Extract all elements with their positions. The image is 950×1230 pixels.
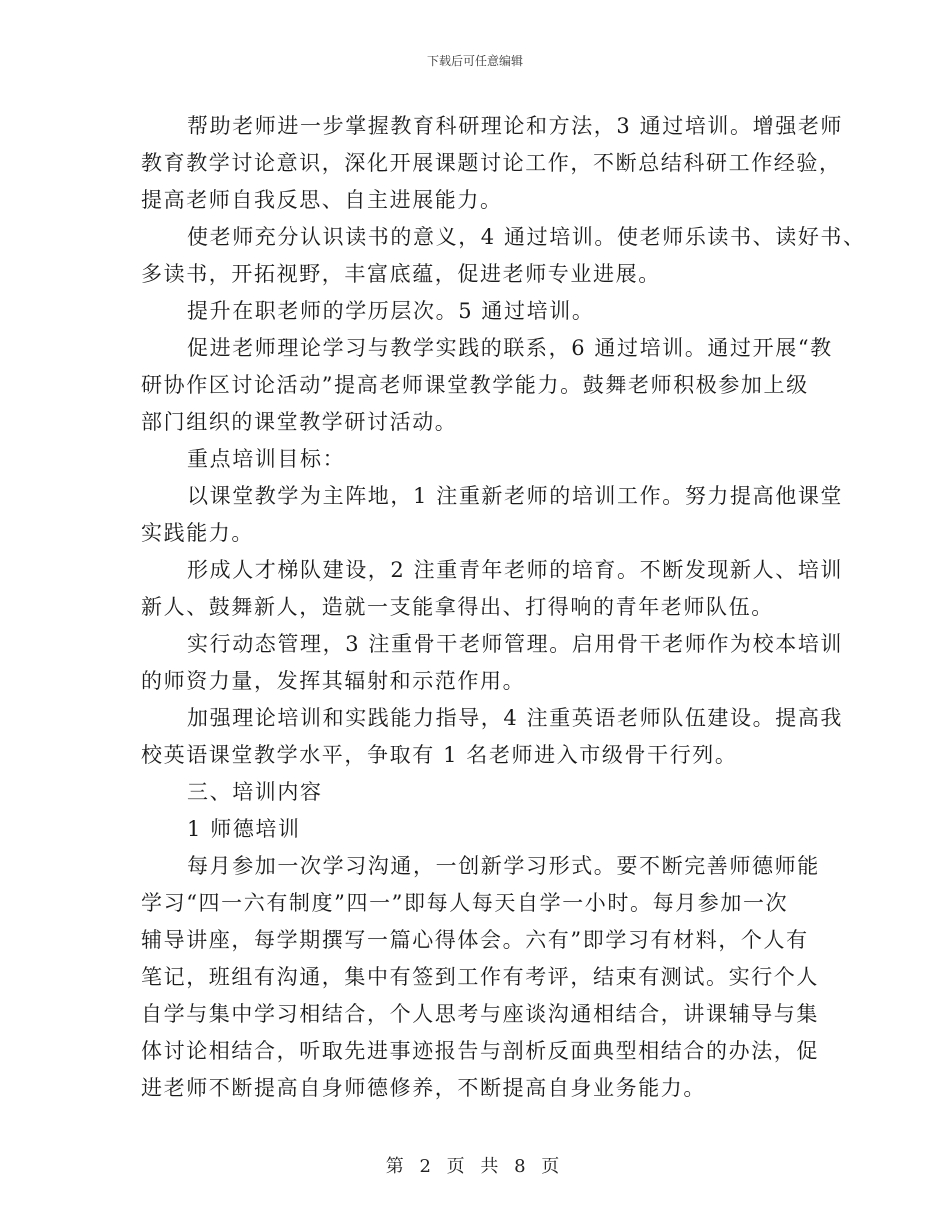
text-line: 学习“四一六有制度”四一”即每人每天自学一小时。每月参加一次 (141, 891, 789, 915)
text-line: 使老师充分认识读书的意义，4 通过培训。使老师乐读书、读好书、 (187, 225, 866, 249)
text-line: 重点培训目标： (187, 447, 346, 471)
text-line: 的师资力量，发挥其辐射和示范作用。 (141, 669, 526, 693)
text-line: 提升在职老师的学历层次。5 通过培训。 (187, 299, 595, 323)
text-line: 自学与集中学习相结合，个人思考与座谈沟通相结合，讲课辅导与集 (141, 1002, 819, 1026)
text-line: 1 师德培训 (187, 817, 301, 841)
text-line: 进老师不断提高自身师德修养，不断提高自身业务能力。 (141, 1076, 706, 1100)
text-line: 教育教学讨论意识，深化开展课题讨论工作，不断总结科研工作经验， (141, 151, 842, 175)
text-line: 笔记，班组有沟通，集中有签到工作有考评，结束有测试。实行个人 (141, 965, 819, 989)
page-footer: 第 2 页 共 8 页 (385, 1156, 565, 1177)
text-line: 部门组织的课堂教学研讨活动。 (141, 410, 458, 434)
text-line: 三、培训内容 (187, 780, 323, 804)
text-line: 加强理论培训和实践能力指导，4 注重英语老师队伍建设。提高我 (187, 706, 844, 730)
text-line: 每月参加一次学习沟通，一创新学习形式。要不断完善师德师能 (187, 854, 820, 878)
document-body (141, 108, 866, 1107)
text-line: 校英语课堂教学水平，争取有 1 名老师进入市级骨干行列。 (141, 743, 738, 767)
text-line: 辅导讲座，每学期撰写一篇心得体会。六有”即学习有材料，个人有 (141, 928, 809, 952)
text-line: 体讨论相结合，听取先进事迹报告与剖析反面典型相结合的办法，促 (141, 1039, 819, 1063)
text-line: 提高老师自我反思、自主进展能力。 (141, 188, 503, 212)
text-line: 新人、鼓舞新人，造就一支能拿得出、打得响的青年老师队伍。 (141, 595, 774, 619)
text-line: 多读书，开拓视野，丰富底蕴，促进老师专业进展。 (141, 262, 661, 286)
text-line: 帮助老师进一步掌握教育科研理论和方法，3 通过培训。增强老师 (187, 114, 844, 138)
text-line: 研协作区讨论活动”提高老师课堂教学能力。鼓舞老师积极参加上级 (141, 373, 809, 397)
text-line: 以课堂教学为主阵地，1 注重新老师的培训工作。努力提高他课堂 (187, 484, 844, 508)
text-line: 实践能力。 (141, 521, 254, 545)
page-header: 下载后可任意编辑 (426, 54, 523, 68)
text-line: 促进老师理论学习与教学实践的联系，6 通过培训。通过开展“教 (187, 336, 833, 360)
text-line: 实行动态管理，3 注重骨干老师管理。启用骨干老师作为校本培训 (187, 632, 844, 656)
text-line: 形成人才梯队建设，2 注重青年老师的培育。不断发现新人、培训 (187, 558, 844, 582)
